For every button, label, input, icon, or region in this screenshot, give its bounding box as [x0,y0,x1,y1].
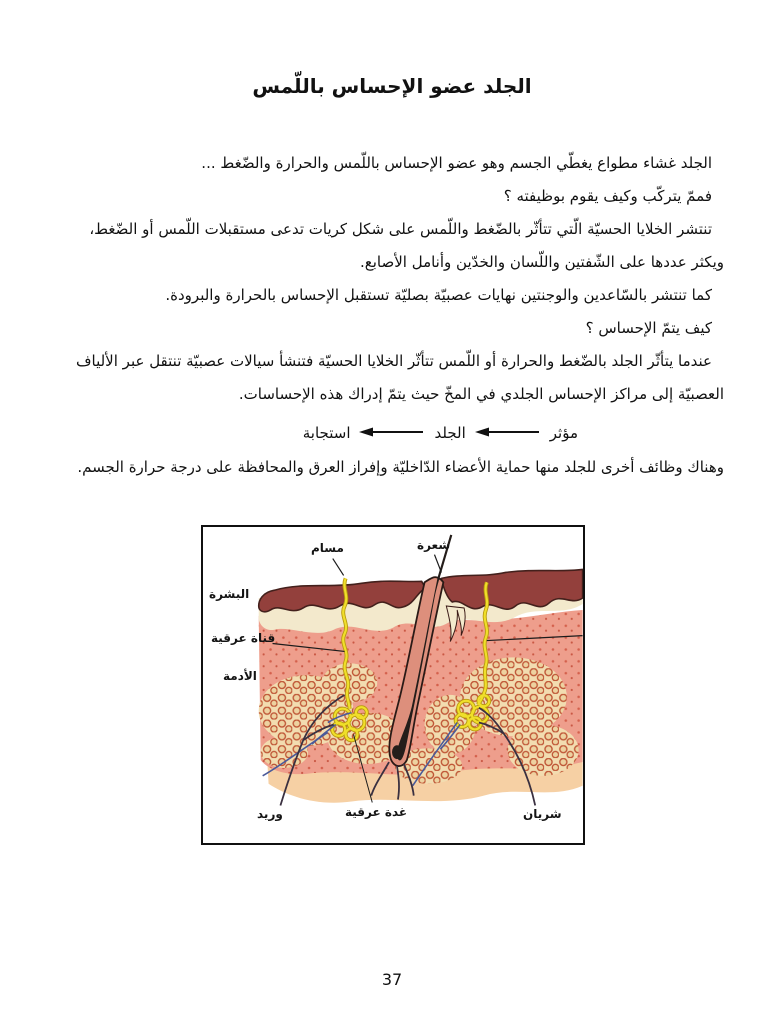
figure-label-sweat-duct: قناة عرقية [211,631,276,645]
skin-diagram-figure [201,525,585,845]
stimulus-response-flow [60,415,724,451]
left-arrow-icon [475,417,541,450]
flow-skin-label: الجلد [434,423,466,442]
left-arrow-icon [359,417,425,450]
figure-label-hair: شعرة [417,538,451,552]
paragraph-line: كما تنتشر بالسّاعدين والوجنتين نهايات عصبيّة بصليّة تستقبل الإحساس بالحرارة والبرودة. [165,286,712,304]
paragraph-line: ويكثر عددها على الشّفتين واللّسان والخدّين وأنامل الأصابع. [359,253,724,271]
paragraph-line: العصبيّة إلى مراكز الإحساس الجلدي في المخّ حيث يتمّ إدراك هذه الإحساسات. [238,385,724,403]
skin-cross-section-illustration [203,527,583,843]
paragraph-line: تنتشر الخلايا الحسيّة الّتي تتأثّر بالضّغط واللّمس على شكل كريات تدعى مستقبلات اللّمس أو الضّغط، [89,220,712,238]
figure-label-epidermis: البشرة [209,587,250,601]
page-number: 37 [381,970,403,989]
figure-label-vein: وريد [257,807,283,821]
figure-label-dermis: الأدمة [223,669,257,683]
paragraph-line: وهناك وظائف أخرى للجلد منها حماية الأعضاء الدّاخليّة وإفراز العرق والمحافظة على درجة حرارة الجسم. [77,458,724,476]
paragraph-line: كيف يتمّ الإحساس ؟ [585,319,712,337]
flow-stimulus-label: مؤثر [549,423,578,442]
figure-label-artery: شريان [523,807,562,821]
figure-label-sweat-gland: غدة عرقية [345,805,408,819]
body-text-block [60,147,724,484]
figure-label-pore: مسام [311,541,344,555]
page-title: الجلد عضو الإحساس باللّمس [252,74,532,98]
paragraph-line: عندما يتأثّر الجلد بالضّغط والحرارة أو اللّمس تتأثّر الخلايا الحسيّة فتنشأ سيالات عصبيّة تنتقل عبر الألياف [75,352,712,370]
paragraph-line: الجلد غشاء مطواع يغطّي الجسم وهو عضو الإحساس باللّمس والحرارة والضّغط ... [201,154,712,172]
flow-response-label: استجابة [302,423,351,442]
paragraph-line: فممّ يتركّب وكيف يقوم بوظيفته ؟ [503,187,712,205]
